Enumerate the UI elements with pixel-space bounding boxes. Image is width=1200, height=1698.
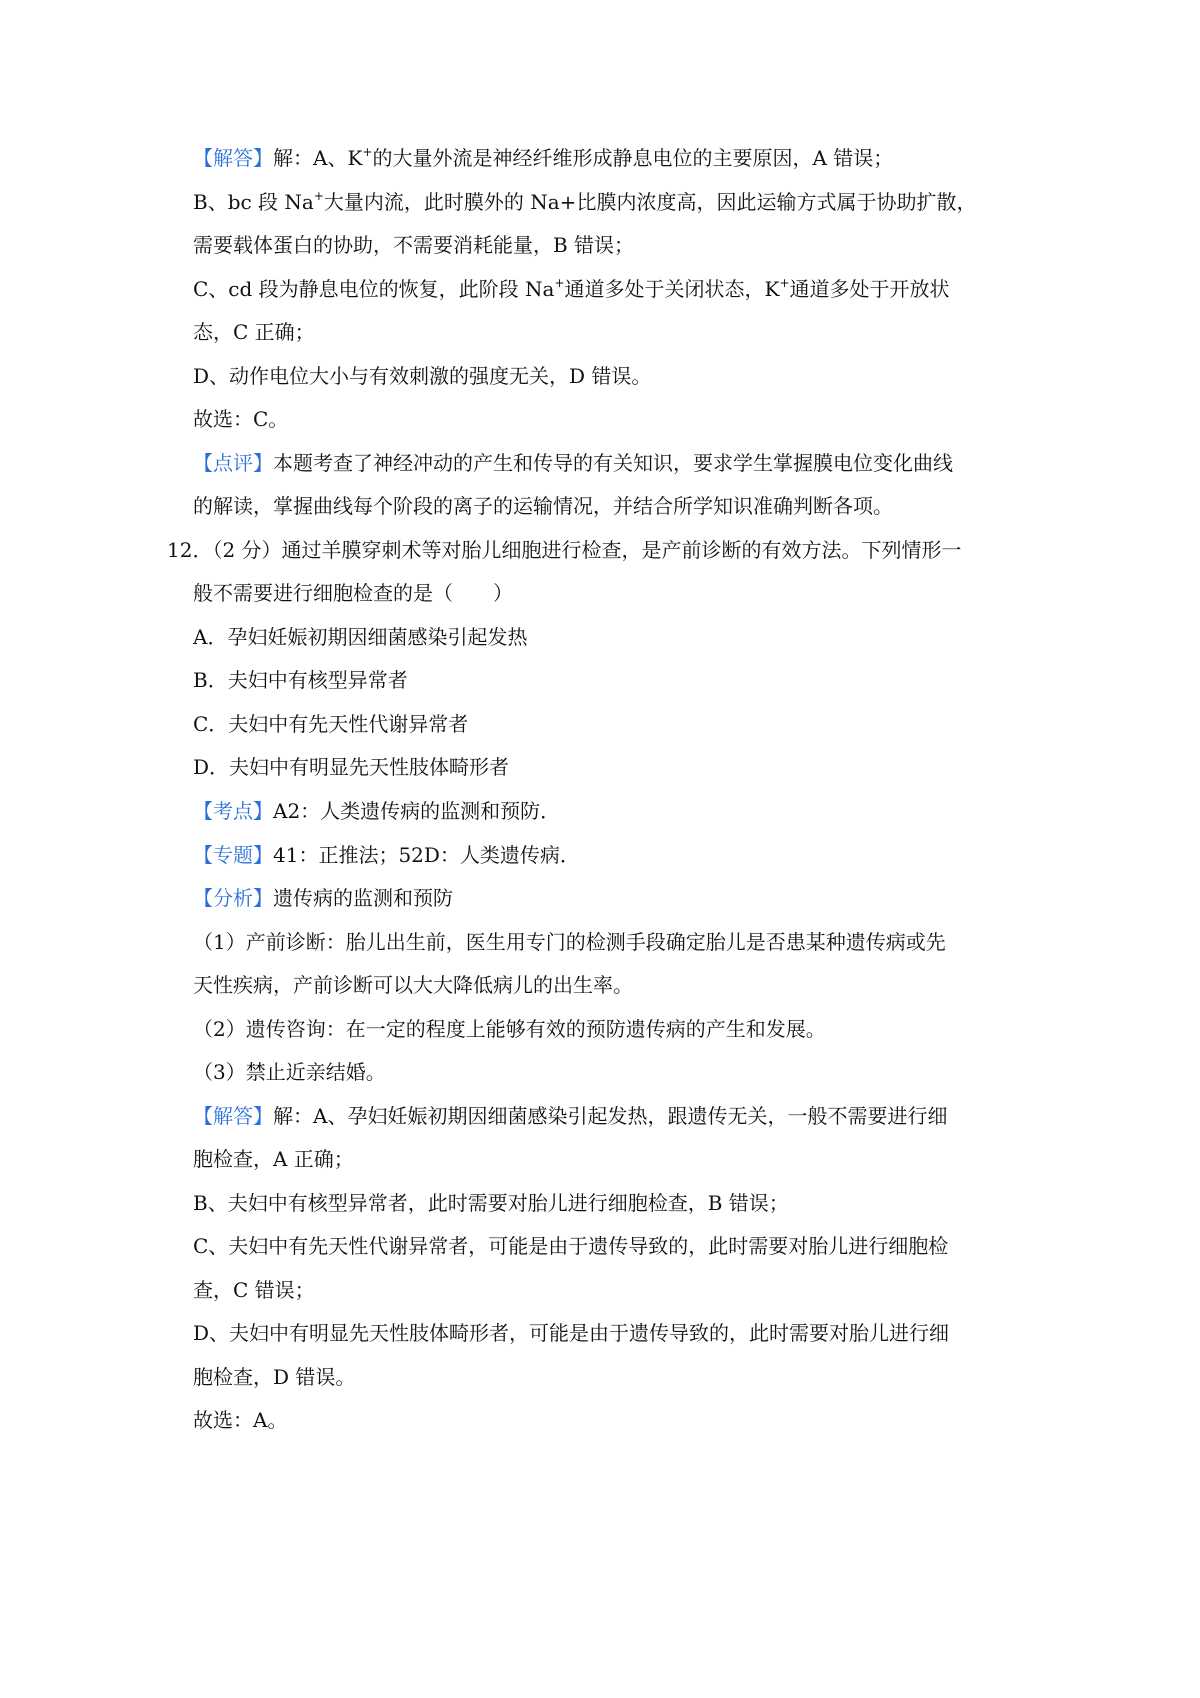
q12-option-c: C．夫妇中有先天性代谢异常者 bbox=[193, 712, 469, 736]
zhuanti-tag: 【专题】 bbox=[193, 843, 273, 867]
q12-jieda-4a: D、夫妇中有明显先天性肢体畸形者，可能是由于遗传导致的，此时需要对胎儿进行细 bbox=[193, 1321, 950, 1345]
comment-tag: 【点评】 bbox=[193, 451, 273, 475]
q12-stem-line-2: 般不需要进行细胞检查的是（ ） bbox=[193, 581, 513, 605]
q12-zhuanti: 【专题】41：正推法；52D：人类遗传病． bbox=[193, 843, 580, 867]
q11-answer-line-3: 需要载体蛋白的协助，不需要消耗能量，B 错误； bbox=[193, 233, 635, 257]
q12-jieda-3a: C、夫妇中有先天性代谢异常者，可能是由于遗传导致的，此时需要对胎儿进行细胞检 bbox=[193, 1234, 949, 1258]
q11-answer-line-6: D、动作电位大小与有效刺激的强度无关，D 错误。 bbox=[193, 364, 652, 388]
q11-answer-line-2: B、bc 段 Na+大量内流，此时膜外的 Na+比膜内浓度高，因此运输方式属于协助扩散， bbox=[193, 189, 977, 214]
q12-jieda-2: B、夫妇中有核型异常者，此时需要对胎儿进行细胞检查，B 错误； bbox=[193, 1191, 789, 1215]
q11-answer-line-5: 态，C 正确； bbox=[193, 320, 315, 344]
q12-kaodian: 【考点】A2：人类遗传病的监测和预防． bbox=[193, 799, 561, 823]
q12-jieda-1a: 【解答】解：A、孕妇妊娠初期因细菌感染引起发热，跟遗传无关，一般不需要进行细 bbox=[193, 1104, 948, 1128]
q12-fenxi-3: （3）禁止近亲结婚。 bbox=[193, 1060, 386, 1084]
q11-answer-choice: 故选：C。 bbox=[193, 407, 289, 431]
q11-comment-line-2: 的解读，掌握曲线每个阶段的离子的运输情况，并结合所学知识准确判断各项。 bbox=[193, 494, 893, 518]
kaodian-tag: 【考点】 bbox=[193, 799, 273, 823]
q11-comment-line-1: 【点评】本题考查了神经冲动的产生和传导的有关知识，要求学生掌握膜电位变化曲线 bbox=[193, 451, 953, 475]
q11-answer-line-4: C、cd 段为静息电位的恢复，此阶段 Na+通道多处于关闭状态，K+通道多处于开放状 bbox=[193, 276, 950, 301]
q12-fenxi-2: （2）遗传咨询：在一定的程度上能够有效的预防遗传病的产生和发展。 bbox=[193, 1017, 826, 1041]
q12-jieda-4b: 胞检查，D 错误。 bbox=[193, 1365, 356, 1389]
q12-stem-line-1: 12．（2 分）通过羊膜穿刺术等对胎儿细胞进行检查，是产前诊断的有效方法。下列情形一 bbox=[167, 538, 962, 562]
q12-answer-choice: 故选：A。 bbox=[193, 1408, 288, 1432]
q12-option-a: A．孕妇妊娠初期因细菌感染引起发热 bbox=[193, 625, 528, 649]
answer-tag: 【解答】 bbox=[193, 146, 273, 170]
q12-fenxi-1b: 天性疾病，产前诊断可以大大降低病儿的出生率。 bbox=[193, 973, 633, 997]
q12-jieda-1b: 胞检查，A 正确； bbox=[193, 1147, 354, 1171]
q12-jieda-3b: 查，C 错误； bbox=[193, 1278, 315, 1302]
answer-tag: 【解答】 bbox=[193, 1104, 273, 1128]
q12-fenxi: 【分析】遗传病的监测和预防 bbox=[193, 886, 453, 910]
q12-fenxi-1a: （1）产前诊断：胎儿出生前，医生用专门的检测手段确定胎儿是否患某种遗传病或先 bbox=[193, 930, 946, 954]
fenxi-tag: 【分析】 bbox=[193, 886, 273, 910]
q12-option-d: D．夫妇中有明显先天性肢体畸形者 bbox=[193, 755, 510, 779]
q12-option-b: B．夫妇中有核型异常者 bbox=[193, 668, 408, 692]
q11-answer-line-1: 【解答】解：A、K+的大量外流是神经纤维形成静息电位的主要原因，A 错误； bbox=[193, 145, 894, 170]
